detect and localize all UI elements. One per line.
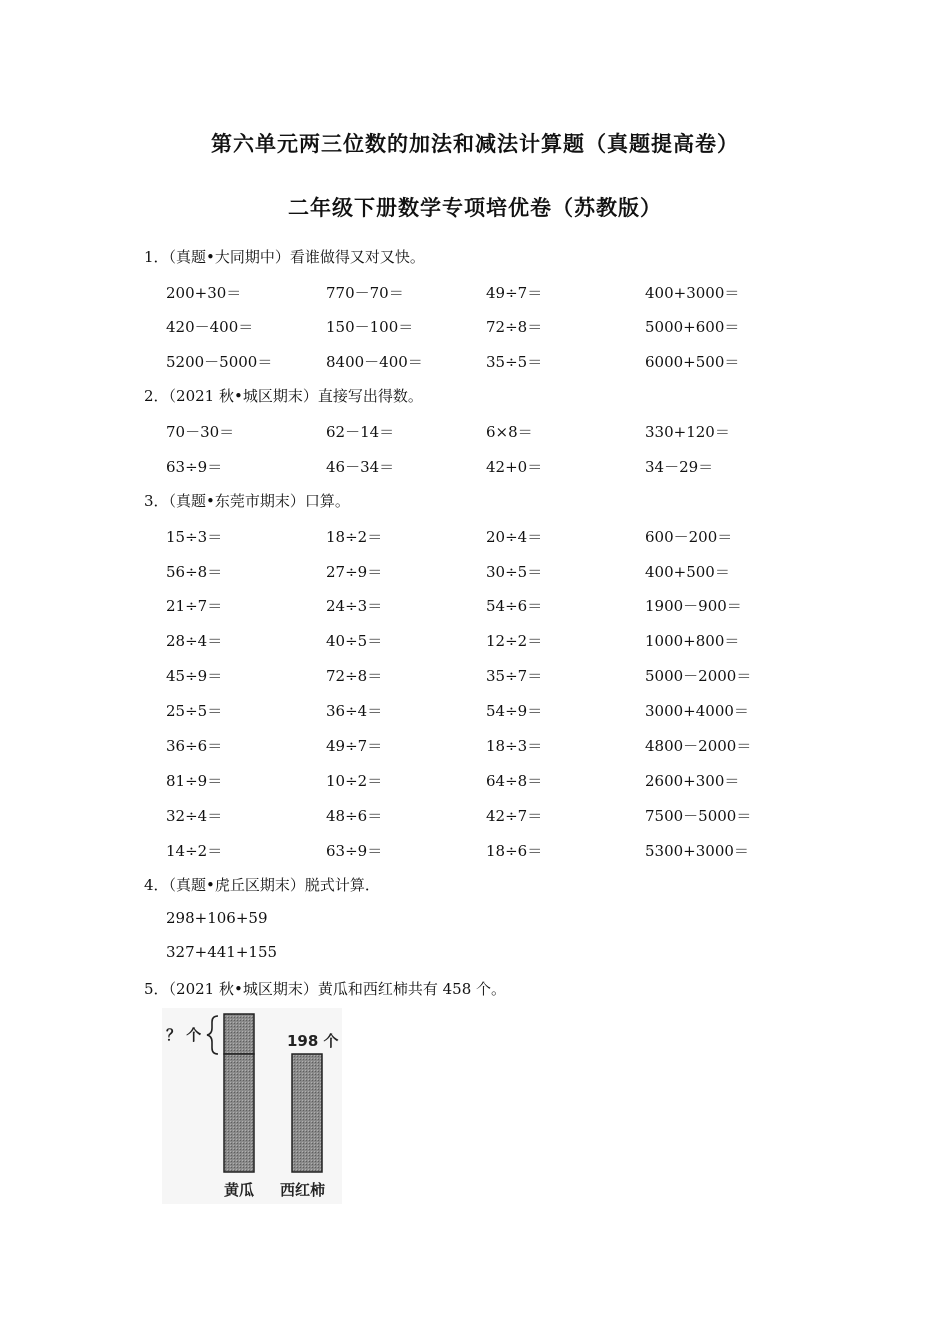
- question-3-row: [0, 665, 950, 687]
- problem: 64÷8＝: [486, 772, 543, 790]
- problem: 20÷4＝: [486, 528, 543, 546]
- problem: 42÷7＝: [486, 807, 543, 825]
- question-1-heading: 1．（真题•大同期中）看谁做得又对又快。: [144, 248, 425, 266]
- problem: 54÷6＝: [486, 597, 543, 615]
- question-3-row: [0, 561, 950, 583]
- question-1-row: [0, 351, 950, 373]
- problem: 770－70＝: [326, 284, 404, 302]
- problem: 400+3000＝: [645, 284, 740, 302]
- problem: 5300+3000＝: [645, 842, 749, 860]
- tomato-count-label: 198 个: [287, 1032, 339, 1050]
- problem: 6×8＝: [486, 423, 533, 441]
- problem: 63÷9＝: [166, 458, 223, 476]
- problem: 81÷9＝: [166, 772, 223, 790]
- question-5-heading: 5．（2021 秋•城区期末）黄瓜和西红柿共有 458 个。: [144, 980, 507, 998]
- problem: 2600+300＝: [645, 772, 740, 790]
- tomato-label: 西红柿: [280, 1181, 326, 1199]
- problem: 42+0＝: [486, 458, 543, 476]
- problem: 36÷4＝: [326, 702, 383, 720]
- problem: 36÷6＝: [166, 737, 223, 755]
- problem: 63÷9＝: [326, 842, 383, 860]
- problem: 45÷9＝: [166, 667, 223, 685]
- problem: 32÷4＝: [166, 807, 223, 825]
- problem: 18÷3＝: [486, 737, 543, 755]
- problem: 72÷8＝: [326, 667, 383, 685]
- problem: 30÷5＝: [486, 563, 543, 581]
- problem: 420－400＝: [166, 318, 254, 336]
- problem: 62－14＝: [326, 423, 395, 441]
- problem: 24÷3＝: [326, 597, 383, 615]
- problem: 8400－400＝: [326, 353, 423, 371]
- problem: 400+500＝: [645, 563, 730, 581]
- expression: 298+106+59: [166, 909, 268, 927]
- question-3-row: [0, 526, 950, 548]
- problem: 5000+600＝: [645, 318, 740, 336]
- problem: 28÷4＝: [166, 632, 223, 650]
- problem: 72÷8＝: [486, 318, 543, 336]
- cucumber-bar: [224, 1054, 254, 1172]
- page-title: 第六单元两三位数的加法和减法计算题（真题提高卷）: [211, 132, 739, 156]
- unknown-count-label: ？ 个: [166, 1026, 202, 1044]
- problem: 5200－5000＝: [166, 353, 273, 371]
- problem: 56÷8＝: [166, 563, 223, 581]
- question-3-row: [0, 630, 950, 652]
- problem: 150－100＝: [326, 318, 414, 336]
- question-3-row: [0, 840, 950, 862]
- problem: 1900－900＝: [645, 597, 742, 615]
- problem: 49÷7＝: [486, 284, 543, 302]
- problem: 3000+4000＝: [645, 702, 749, 720]
- cucumber-label: 黄瓜: [224, 1181, 255, 1199]
- problem: 5000－2000＝: [645, 667, 752, 685]
- problem: 15÷3＝: [166, 528, 223, 546]
- problem: 14÷2＝: [166, 842, 223, 860]
- expression: 327+441+155: [166, 943, 278, 961]
- question-3-row: [0, 595, 950, 617]
- question-3-row: [0, 805, 950, 827]
- problem: 21÷7＝: [166, 597, 223, 615]
- problem: 200+30＝: [166, 284, 242, 302]
- question-3-row: [0, 735, 950, 757]
- problem: 10÷2＝: [326, 772, 383, 790]
- question-3-row: [0, 770, 950, 792]
- question-2-heading: 2．（2021 秋•城区期末）直接写出得数。: [144, 387, 423, 405]
- tomato-bar: [292, 1054, 322, 1172]
- question-4-heading: 4．（真题•虎丘区期末）脱式计算．: [144, 876, 380, 894]
- problem: 7500－5000＝: [645, 807, 752, 825]
- problem: 27÷9＝: [326, 563, 383, 581]
- problem: 18÷6＝: [486, 842, 543, 860]
- problem: 54÷9＝: [486, 702, 543, 720]
- page-subtitle: 二年级下册数学专项培优卷（苏教版）: [288, 196, 662, 220]
- problem: 6000+500＝: [645, 353, 740, 371]
- problem: 34－29＝: [645, 458, 714, 476]
- problem: 40÷5＝: [326, 632, 383, 650]
- problem: 330+120＝: [645, 423, 730, 441]
- problem: 48÷6＝: [326, 807, 383, 825]
- question-3-heading: 3．（真题•东莞市期末）口算。: [144, 492, 350, 510]
- bar-diagram: [162, 1008, 342, 1204]
- problem: 25÷5＝: [166, 702, 223, 720]
- question-2-row: [0, 421, 950, 443]
- problem: 46－34＝: [326, 458, 395, 476]
- problem: 1000+800＝: [645, 632, 740, 650]
- question-3-row: [0, 700, 950, 722]
- problem: 18÷2＝: [326, 528, 383, 546]
- problem: 70－30＝: [166, 423, 235, 441]
- problem: 35÷7＝: [486, 667, 543, 685]
- question-1-row: [0, 316, 950, 338]
- problem: 600－200＝: [645, 528, 733, 546]
- problem: 35÷5＝: [486, 353, 543, 371]
- problem: 49÷7＝: [326, 737, 383, 755]
- problem: 4800－2000＝: [645, 737, 752, 755]
- problem: 12÷2＝: [486, 632, 543, 650]
- cucumber-extra-segment: [224, 1014, 254, 1054]
- question-1-row: [0, 282, 950, 304]
- question-2-row: [0, 456, 950, 478]
